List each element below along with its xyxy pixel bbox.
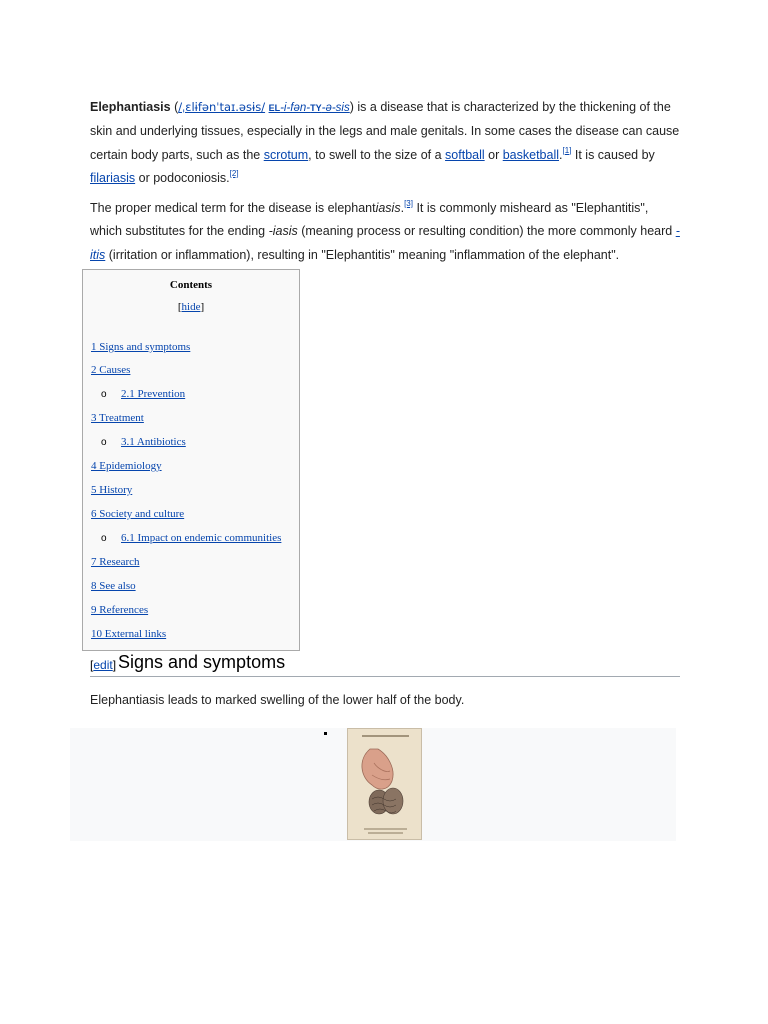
toc-item-treatment[interactable]: 3 Treatment: [91, 412, 144, 424]
bullet-icon: o: [101, 533, 107, 544]
illustration-image: [348, 729, 422, 840]
toc-item-research[interactable]: 7 Research: [91, 556, 140, 568]
table-of-contents: [82, 269, 300, 651]
section-heading: [90, 652, 680, 677]
ref-1[interactable]: [1]: [562, 145, 572, 155]
article-term: Elephantiasis: [90, 100, 171, 114]
terminology-paragraph: The proper medical term for the disease is elephantiasis.[3] It is commonly misheard as "Elephantitis", which substitutes for the ending -iasis (meaning process or resulting condition) the more commonly heard -itis (irritation or inflammation), resulting in "Elephantitis" meaning "inflammation of the elephant".: [90, 199, 680, 262]
ipa-link[interactable]: /ˌɛlɨfənˈtaɪ.əsɨs/: [178, 100, 266, 114]
toc-item-history[interactable]: 5 History: [91, 484, 133, 496]
toc-item-prevention[interactable]: o 2.1 Prevention: [101, 388, 186, 400]
ref-3[interactable]: [3]: [404, 199, 413, 208]
toc-item-signs-and-symptoms[interactable]: 1 Signs and symptoms: [91, 341, 191, 353]
toc-hide-toggle: [hide]: [177, 301, 205, 313]
gallery-bullet: [324, 732, 327, 735]
link-softball[interactable]: softball: [445, 147, 485, 162]
edit-section: [edit]: [90, 658, 117, 672]
link-basketball[interactable]: basketball: [502, 147, 560, 162]
toc-item-see-also[interactable]: 8 See also: [91, 580, 136, 592]
image-gallery: [70, 728, 676, 841]
toc-title: Contents: [169, 279, 213, 291]
toc-item-society-and-culture[interactable]: 6 Society and culture: [91, 508, 185, 520]
toc-item-causes[interactable]: 2 Causes: [91, 364, 131, 376]
bullet-icon: o: [101, 437, 107, 448]
bullet-icon: o: [101, 389, 107, 400]
ref-2[interactable]: [2]: [229, 168, 239, 178]
toc-item-epidemiology[interactable]: 4 Epidemiology: [91, 460, 162, 472]
section-title: Signs and symptoms: [118, 652, 286, 672]
section-paragraph: Elephantiasis leads to marked swelling of the lower half of the body.: [90, 693, 465, 707]
toc-item-impact-on-endemic-communities[interactable]: o 6.1 Impact on endemic communities: [101, 532, 282, 544]
gallery-thumbnail[interactable]: [347, 728, 422, 840]
link-scrotum[interactable]: scrotum: [263, 147, 309, 162]
respelling-link[interactable]: EL-i-fən-TY-ə-sis: [268, 102, 350, 114]
link-itis[interactable]: -itis: [90, 224, 680, 262]
toc-item-external-links[interactable]: 10 External links: [91, 628, 167, 640]
edit-link[interactable]: edit: [93, 658, 113, 672]
intro-paragraph: Elephantiasis (/ˌɛlɨfənˈtaɪ.əsɨs/ EL-i-fən-TY-ə-sis) is a disease that is characterized by the thickening of the skin and underlying tissues, especially in the legs and male genitals. In some cases the disease can cause certain body parts, such as the scrotum, to swell to the size of a softball or basketball.[1] It is caused by filariasis or podoconiosis.[2]: [90, 100, 680, 185]
toc-item-references[interactable]: 9 References: [91, 604, 149, 616]
toc-hide-link[interactable]: hide: [181, 301, 201, 313]
link-filariasis[interactable]: filariasis: [90, 170, 136, 185]
toc-item-antibiotics[interactable]: o 3.1 Antibiotics: [101, 436, 186, 448]
